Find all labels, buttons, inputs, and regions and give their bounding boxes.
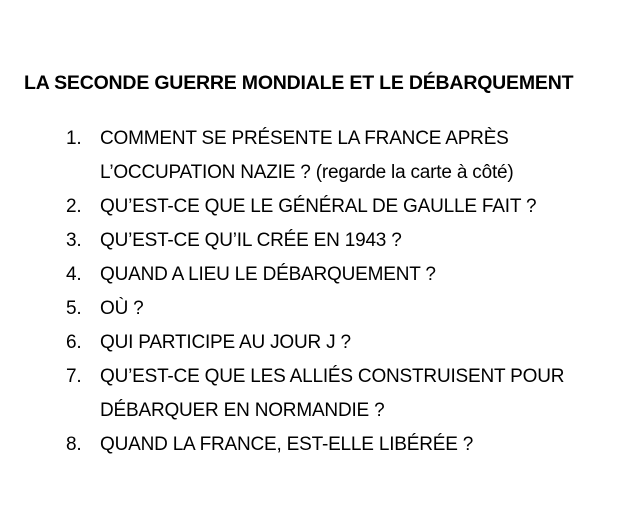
question-line: QU’EST-CE QUE LE GÉNÉRAL DE GAULLE FAIT ? (100, 196, 537, 217)
question-list (0, 122, 639, 462)
question-number: 2. (66, 196, 82, 217)
question-number: 4. (66, 264, 82, 285)
list-item (0, 360, 639, 428)
question-line: DÉBARQUER EN NORMANDIE ? (100, 400, 385, 421)
question-text (100, 326, 630, 360)
question-line: QU’EST-CE QUE LES ALLIÉS CONSTRUISENT POUR (100, 366, 565, 387)
list-item (0, 190, 639, 224)
question-line: COMMENT SE PRÉSENTE LA FRANCE APRÈS (100, 128, 509, 149)
list-item (0, 326, 639, 360)
list-item (0, 224, 639, 258)
list-item (0, 292, 639, 326)
question-line: OÙ ? (100, 298, 144, 319)
question-text (100, 428, 630, 462)
list-item (0, 122, 639, 190)
question-number: 6. (66, 332, 82, 353)
question-number: 7. (66, 366, 82, 387)
list-item (0, 258, 639, 292)
question-text (100, 190, 630, 224)
question-line: QUI PARTICIPE AU JOUR J ? (100, 332, 351, 353)
question-line: QUAND A LIEU LE DÉBARQUEMENT ? (100, 264, 436, 285)
question-text (100, 292, 630, 326)
question-text (100, 360, 630, 428)
question-text (100, 122, 630, 190)
document-title: LA SECONDE GUERRE MONDIALE ET LE DÉBARQUEMENT (24, 72, 574, 94)
question-number: 1. (66, 128, 82, 149)
question-number: 5. (66, 298, 82, 319)
question-number: 8. (66, 434, 82, 455)
question-text (100, 224, 630, 258)
question-line: QU’EST-CE QU’IL CRÉE EN 1943 ? (100, 230, 402, 251)
list-item (0, 428, 639, 462)
question-number: 3. (66, 230, 82, 251)
question-line: L’OCCUPATION NAZIE ? (regarde la carte à côté) (100, 162, 514, 183)
question-line: QUAND LA FRANCE, EST-ELLE LIBÉRÉE ? (100, 434, 474, 455)
question-text (100, 258, 630, 292)
